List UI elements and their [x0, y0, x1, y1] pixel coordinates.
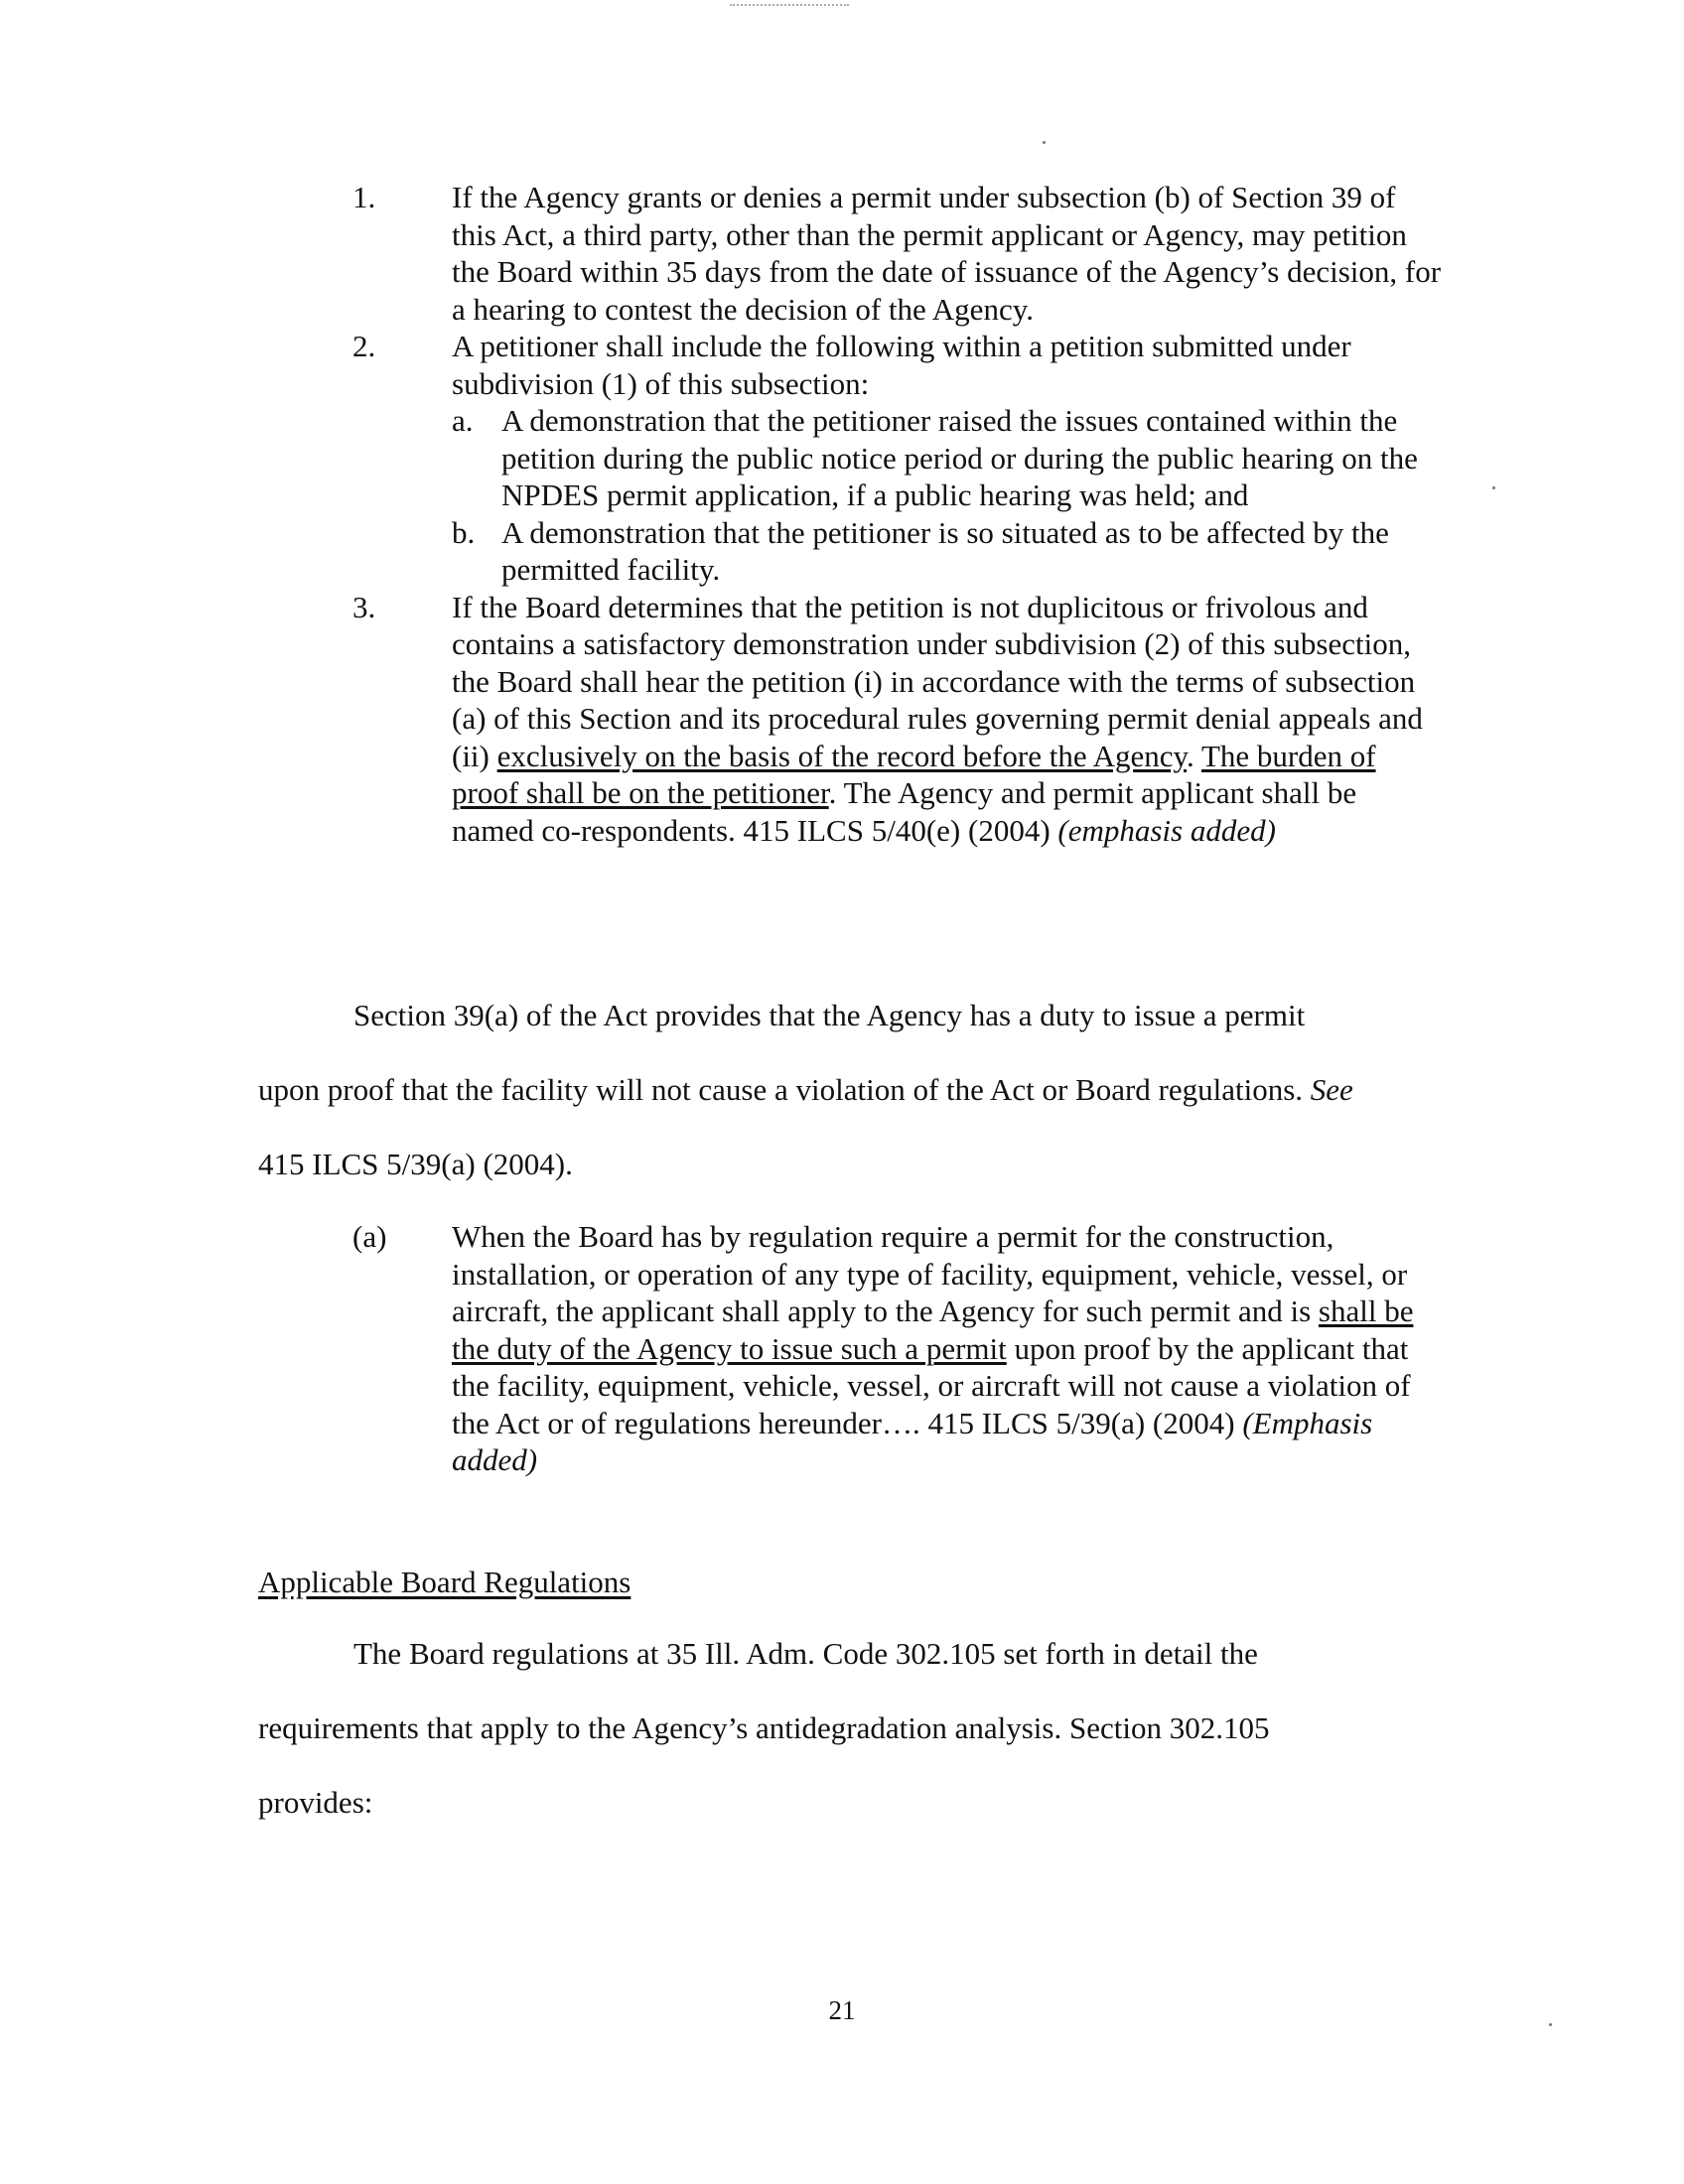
- item-text-part: If the Board determines that the petition is not duplicitous or frivolous and contains a satisfactory demonstration under subdivision (2) of this subsection, the Board shall hear the petition (i) in accordance with the terms of subsection (a) of this Section and its procedural rules governing permit denial appeals and (ii): [452, 589, 1423, 773]
- underlined-text: The burden of proof shall be on the petitioner: [452, 738, 1376, 810]
- item-number: 2.: [352, 329, 376, 363]
- underlined-text: shall be the duty of the Agency to issue such a permit: [452, 1294, 1414, 1366]
- body-line: provides:: [258, 1785, 373, 1820]
- statute-item-a: [0, 1218, 1684, 1479]
- body-line: Section 39(a) of the Act provides that the Agency has a duty to issue a permit: [353, 998, 1306, 1032]
- item-number: 1.: [352, 180, 376, 214]
- see-signal: See: [1310, 1072, 1353, 1107]
- statute-subitem-a: [452, 402, 1445, 514]
- item-text: A petitioner shall include the following within a petition submitted under subdivision (1) of this subsection:: [452, 329, 1351, 401]
- body-line-text: upon proof that the facility will not cause a violation of the Act or Board regulations.: [258, 1072, 1311, 1107]
- emphasis-note: (Emphasis added): [452, 1405, 1373, 1477]
- item-text-part: When the Board has by regulation require a permit for the construction, installation, or operation of any type of facility, equipment, vehicle, vessel, or aircraft, the applicant shall apply to the Agency for such permit and is: [452, 1219, 1408, 1328]
- body-line: requirements that apply to the Agency’s antidegradation analysis. Section 302.105: [258, 1710, 1270, 1745]
- body-line: 415 ILCS 5/39(a) (2004).: [258, 1147, 573, 1181]
- item-number: 3.: [352, 589, 376, 624]
- page-number: 21: [828, 1995, 856, 2025]
- item-text: [452, 1218, 1445, 1479]
- statute-item-3: [0, 589, 1684, 850]
- statute-subitem-b: [452, 514, 1445, 589]
- statute-quote-39a: [0, 1218, 1684, 1479]
- item-text: [452, 589, 1445, 850]
- subitem-text: A demonstration that the petitioner raised the issues contained within the petition during the public notice period or during the public hearing on the NPDES permit application, if a public hearing was held; and: [501, 403, 1418, 512]
- item-label: (a): [352, 1219, 387, 1254]
- item-text: If the Agency grants or denies a permit under subsection (b) of Section 39 of this Act, a third party, other than the permit applicant or Agency, may petition the Board within 35 days from the date of issuance of the Agency’s decision, for a hearing to contest the decision of the Agency.: [452, 180, 1442, 327]
- subitem-letter: a.: [452, 403, 474, 438]
- subitem-letter: b.: [452, 514, 476, 550]
- scan-artifact: [730, 4, 849, 8]
- scan-speck: [1043, 141, 1046, 144]
- body-line: The Board regulations at 35 Ill. Adm. Code 302.105 set forth in detail the: [353, 1636, 1258, 1671]
- item-text-part: .: [1187, 738, 1201, 773]
- body-line: [258, 1071, 1353, 1109]
- statute-item-1: [0, 179, 1684, 328]
- item-text-part: . The Agency and permit applicant shall be named co-respondents. 415 ILCS 5/40(e) (2004): [452, 775, 1357, 848]
- statute-quote-40e: [0, 179, 1684, 849]
- item-text-part: upon proof by the applicant that the facility, equipment, vehicle, vessel, or aircraft will not cause a violation of the Act or of regulations hereunder…. 415 ILCS 5/39(a) (2004): [452, 1330, 1411, 1440]
- section-heading: Applicable Board Regulations: [258, 1565, 632, 1599]
- subitem-text: A demonstration that the petitioner is so situated as to be affected by the permitted facility.: [501, 514, 1389, 587]
- statute-item-2: [0, 328, 1684, 402]
- underlined-text: exclusively on the basis of the record before the Agency: [496, 738, 1188, 773]
- emphasis-note: (emphasis added): [1057, 812, 1276, 848]
